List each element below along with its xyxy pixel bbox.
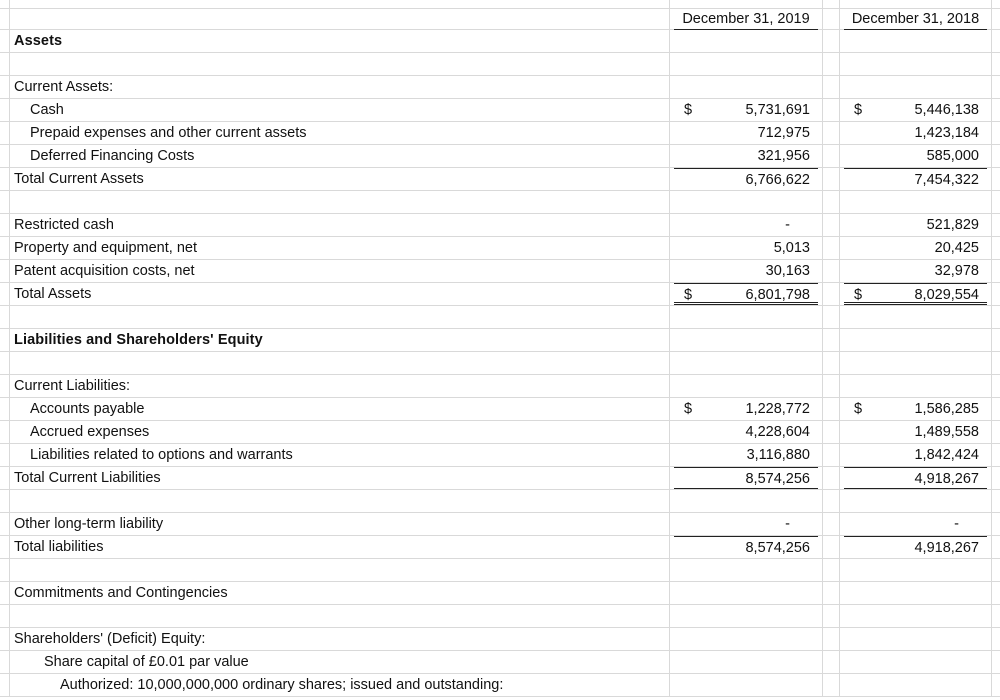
cell-border	[674, 283, 818, 305]
cell-border	[844, 536, 987, 558]
cell-value-2019[interactable]	[670, 145, 823, 167]
value-2019: 5,013	[773, 240, 810, 256]
cell-value-2018[interactable]	[840, 375, 992, 397]
currency-symbol: $	[684, 401, 693, 417]
row-label[interactable]: Property and equipment, net	[9, 237, 670, 259]
cell-margin	[992, 99, 1000, 121]
row-label[interactable]: Current Assets:	[9, 76, 670, 98]
cell-value-2018[interactable]	[840, 352, 992, 374]
table-row	[0, 444, 1000, 467]
cell-value-2018[interactable]	[840, 513, 992, 535]
cell-border	[674, 444, 818, 466]
value-2019: 712,975	[757, 125, 810, 141]
cell-margin	[992, 375, 1000, 397]
cell-value-2019[interactable]	[670, 306, 823, 328]
cell-spacer[interactable]	[823, 605, 840, 627]
cell-spacer[interactable]	[823, 76, 840, 98]
cell-border	[674, 582, 818, 604]
row-label[interactable]: Shareholders' (Deficit) Equity:	[9, 628, 670, 650]
table-row	[0, 30, 1000, 53]
cell-border	[844, 329, 987, 351]
cell-spacer[interactable]	[823, 582, 840, 604]
cell-border	[674, 628, 818, 650]
cell-value-2018[interactable]	[840, 536, 992, 558]
cell-spacer[interactable]	[823, 513, 840, 535]
cell-value-2018[interactable]	[840, 53, 992, 75]
cell-value-2019[interactable]	[670, 605, 823, 627]
cell-value-2019[interactable]	[670, 122, 823, 144]
row-label[interactable]: Total Current Assets	[9, 168, 670, 190]
cell-value-2018[interactable]	[840, 490, 992, 512]
cell-border	[674, 329, 818, 351]
value-2019: 8,574,256	[745, 471, 810, 487]
cell-value-2019[interactable]	[670, 375, 823, 397]
cell-border	[674, 375, 818, 397]
table-row	[0, 398, 1000, 421]
cell-value-2018[interactable]	[840, 283, 992, 305]
cell-margin	[992, 651, 1000, 673]
cell-border	[674, 145, 818, 167]
cell-border	[674, 76, 818, 98]
cell-value-2019[interactable]	[670, 214, 823, 236]
value-2018: 585,000	[926, 148, 979, 164]
cell-border	[844, 352, 987, 374]
cell-value-2019[interactable]	[670, 53, 823, 75]
cell-border	[844, 306, 987, 328]
cell-margin	[992, 467, 1000, 489]
table-row-blank	[0, 306, 1000, 329]
cell-value-2018[interactable]	[840, 421, 992, 443]
cell-value-2019[interactable]	[670, 237, 823, 259]
cell-border	[844, 145, 987, 167]
row-label[interactable]: Total liabilities	[9, 536, 670, 558]
table-row-blank	[0, 352, 1000, 375]
cell-value-2018[interactable]	[840, 191, 992, 213]
cell-border	[844, 283, 987, 305]
cell-border	[674, 513, 818, 535]
cell-spacer[interactable]	[823, 444, 840, 466]
cell-margin	[992, 513, 1000, 535]
cell-margin	[992, 352, 1000, 374]
cell-margin	[992, 9, 1000, 29]
cell-spacer[interactable]	[823, 168, 840, 190]
cell-value-2018[interactable]	[840, 30, 992, 52]
row-label[interactable]: Authorized: 10,000,000,000 ordinary shares; issued and outstanding:	[9, 674, 670, 696]
cell-spacer[interactable]	[823, 398, 840, 420]
value-2019: 6,801,798	[745, 287, 810, 303]
cell-margin	[992, 398, 1000, 420]
cell-spacer[interactable]	[823, 490, 840, 512]
cell-value-2019[interactable]	[670, 651, 823, 673]
cell-border	[674, 306, 818, 328]
cell-value-2018[interactable]	[840, 260, 992, 282]
cell-margin	[992, 76, 1000, 98]
section-heading[interactable]: Liabilities and Shareholders' Equity	[9, 329, 670, 351]
cell-margin	[992, 582, 1000, 604]
row-label[interactable]	[9, 605, 670, 627]
cell-border	[674, 467, 818, 489]
cell-border	[844, 674, 987, 696]
cell-spacer[interactable]	[823, 283, 840, 305]
header-row	[0, 9, 1000, 30]
cell-margin	[992, 214, 1000, 236]
cell-value-2018[interactable]	[840, 467, 992, 489]
cell-value-2019[interactable]	[670, 536, 823, 558]
table-row	[0, 76, 1000, 99]
cell-border	[844, 421, 987, 443]
cell-margin	[992, 559, 1000, 581]
cell-border	[674, 30, 818, 52]
table-row-blank	[0, 559, 1000, 582]
cell-label[interactable]	[9, 9, 670, 29]
cell-margin	[992, 260, 1000, 282]
cell-border	[674, 122, 818, 144]
row-label[interactable]: Commitments and Contingencies	[9, 582, 670, 604]
cell-border	[674, 53, 818, 75]
cell-spacer[interactable]	[823, 306, 840, 328]
cell-margin	[992, 30, 1000, 52]
cell-margin	[992, 490, 1000, 512]
cell-margin	[992, 191, 1000, 213]
cell-border	[844, 76, 987, 98]
cell-label[interactable]	[9, 0, 670, 8]
cell-value-2018[interactable]	[840, 99, 992, 121]
cell-2018[interactable]	[840, 0, 992, 8]
cell-spacer[interactable]	[823, 214, 840, 236]
cell-border	[844, 191, 987, 213]
cell-value-2018[interactable]	[840, 306, 992, 328]
cell-spacer[interactable]	[823, 559, 840, 581]
column-header-2018[interactable]	[840, 9, 992, 29]
cell-spacer[interactable]	[823, 53, 840, 75]
cell-spacer[interactable]	[823, 9, 840, 29]
table-row	[0, 536, 1000, 559]
cell-spacer[interactable]	[823, 122, 840, 144]
cell-border	[844, 214, 987, 236]
cell-spacer[interactable]	[823, 651, 840, 673]
cell-border	[674, 421, 818, 443]
cell-margin	[992, 0, 1000, 8]
value-2018: 521,829	[926, 217, 979, 233]
cell-value-2018[interactable]	[840, 168, 992, 190]
row-label[interactable]	[9, 490, 670, 512]
cell-value-2019[interactable]	[670, 421, 823, 443]
row-label[interactable]: Total Current Liabilities	[9, 467, 670, 489]
value-2018: 8,029,554	[914, 287, 979, 303]
table-row	[0, 122, 1000, 145]
value-2019: 1,228,772	[745, 401, 810, 417]
cell-value-2018[interactable]	[840, 214, 992, 236]
row-label[interactable]: Liabilities related to options and warrants	[9, 444, 670, 466]
cell-margin	[992, 421, 1000, 443]
cell-value-2019[interactable]	[670, 191, 823, 213]
cell-border	[844, 651, 987, 673]
cell-border	[674, 237, 818, 259]
row-label[interactable]: Accounts payable	[9, 398, 670, 420]
cell-value-2018[interactable]	[840, 674, 992, 696]
cell-border	[844, 605, 987, 627]
cell-value-2018[interactable]	[840, 605, 992, 627]
row-label[interactable]: Total Assets	[9, 283, 670, 305]
row-label[interactable]: Patent acquisition costs, net	[9, 260, 670, 282]
table-row	[0, 283, 1000, 306]
cell-border	[844, 467, 987, 489]
row-label[interactable]: Other long-term liability	[9, 513, 670, 535]
row-label[interactable]: Current Liabilities:	[9, 375, 670, 397]
cell-border	[674, 490, 818, 512]
table-row	[0, 99, 1000, 122]
value-2018: 1,489,558	[914, 424, 979, 440]
cell-margin	[992, 674, 1000, 696]
cell-spacer[interactable]	[823, 674, 840, 696]
row-label[interactable]: Accrued expenses	[9, 421, 670, 443]
cell-value-2019[interactable]	[670, 99, 823, 121]
row-label[interactable]	[9, 559, 670, 581]
cell-value-2018[interactable]	[840, 444, 992, 466]
row-label[interactable]: Deferred Financing Costs	[9, 145, 670, 167]
cell-border	[844, 168, 987, 190]
cell-margin	[992, 122, 1000, 144]
cell-spacer[interactable]	[823, 99, 840, 121]
value-2019: 6,766,622	[745, 172, 810, 188]
cell-margin	[992, 306, 1000, 328]
cell-value-2019[interactable]	[670, 628, 823, 650]
table-row	[0, 168, 1000, 191]
value-2019: -	[785, 516, 790, 532]
cell-border	[674, 398, 818, 420]
table-row	[0, 214, 1000, 237]
cell-value-2019[interactable]	[670, 444, 823, 466]
cell-border	[844, 582, 987, 604]
cell-border	[844, 490, 987, 512]
cell-value-2019[interactable]	[670, 559, 823, 581]
cell-margin	[992, 283, 1000, 305]
cell-margin	[992, 168, 1000, 190]
cell-border	[844, 30, 987, 52]
cell-spacer[interactable]	[823, 467, 840, 489]
cell-spacer[interactable]	[823, 628, 840, 650]
cell-value-2019[interactable]	[670, 30, 823, 52]
value-2018: 5,446,138	[914, 102, 979, 118]
currency-symbol: $	[854, 102, 863, 118]
cell-value-2019[interactable]	[670, 490, 823, 512]
cell-value-2019[interactable]	[670, 513, 823, 535]
cell-spacer[interactable]	[823, 536, 840, 558]
value-2018: -	[954, 516, 959, 532]
cell-margin	[992, 605, 1000, 627]
value-2019: -	[785, 217, 790, 233]
row-label[interactable]	[9, 352, 670, 374]
section-heading[interactable]: Assets	[9, 30, 670, 52]
value-2018: 1,842,424	[914, 447, 979, 463]
cell-margin	[992, 237, 1000, 259]
cell-border	[844, 444, 987, 466]
cell-value-2018[interactable]	[840, 145, 992, 167]
cell-spacer[interactable]	[823, 0, 840, 8]
value-2019: 3,116,880	[746, 447, 810, 463]
cell-border	[674, 260, 818, 282]
cell-margin	[992, 444, 1000, 466]
column-header-2019[interactable]	[670, 9, 823, 29]
cell-border	[674, 651, 818, 673]
cell-border	[674, 191, 818, 213]
cell-value-2018[interactable]	[840, 651, 992, 673]
table-row	[0, 329, 1000, 352]
cell-border	[844, 375, 987, 397]
row-label[interactable]: Restricted cash	[9, 214, 670, 236]
cell-value-2019[interactable]	[670, 467, 823, 489]
cell-spacer[interactable]	[823, 30, 840, 52]
value-2018: 20,425	[934, 240, 979, 256]
table-row	[0, 582, 1000, 605]
cell-spacer[interactable]	[823, 191, 840, 213]
table-row	[0, 145, 1000, 168]
table-row	[0, 237, 1000, 260]
cell-margin	[992, 536, 1000, 558]
value-2019: 321,956	[757, 148, 810, 164]
cell-value-2019[interactable]	[670, 168, 823, 190]
cell-border	[674, 352, 818, 374]
value-2018: 32,978	[934, 263, 979, 279]
value-2019: 30,163	[765, 263, 810, 279]
cell-value-2018[interactable]	[840, 122, 992, 144]
currency-symbol: $	[854, 401, 863, 417]
cell-border	[674, 168, 818, 190]
cell-spacer[interactable]	[823, 375, 840, 397]
cell-value-2018[interactable]	[840, 76, 992, 98]
cell-spacer[interactable]	[823, 421, 840, 443]
cell-border	[844, 628, 987, 650]
cell-border	[844, 237, 987, 259]
table-row	[0, 260, 1000, 283]
table-row	[0, 421, 1000, 444]
cell-value-2018[interactable]	[840, 628, 992, 650]
row-label[interactable]: Cash	[9, 99, 670, 121]
row-label[interactable]	[9, 191, 670, 213]
table-row-blank	[0, 490, 1000, 513]
cell-value-2019[interactable]	[670, 283, 823, 305]
cell-margin	[992, 145, 1000, 167]
value-2019: 4,228,604	[745, 424, 810, 440]
currency-symbol: $	[684, 287, 693, 303]
value-2019: 5,731,691	[745, 102, 810, 118]
value-2018: 7,454,322	[914, 172, 979, 188]
spreadsheet-row-top	[0, 0, 1000, 9]
cell-border	[844, 99, 987, 121]
cell-value-2019[interactable]	[670, 329, 823, 351]
cell-margin	[992, 329, 1000, 351]
currency-symbol: $	[684, 102, 693, 118]
value-2018: 1,586,285	[914, 401, 979, 417]
table-row	[0, 513, 1000, 536]
row-label[interactable]	[9, 306, 670, 328]
cell-value-2019[interactable]	[670, 352, 823, 374]
cell-border	[844, 398, 987, 420]
cell-border	[844, 260, 987, 282]
cell-border	[844, 53, 987, 75]
value-2019: 8,574,256	[745, 540, 810, 556]
cell-border	[844, 122, 987, 144]
table-row	[0, 375, 1000, 398]
cell-border	[674, 99, 818, 121]
table-body	[0, 30, 1000, 697]
cell-border	[844, 559, 987, 581]
column-header-2019-text: December 31, 2019	[682, 11, 810, 27]
cell-spacer[interactable]	[823, 260, 840, 282]
column-header-2018-text: December 31, 2018	[851, 11, 980, 27]
row-label[interactable]: Share capital of £0.01 par value	[9, 651, 670, 673]
table-row-blank	[0, 53, 1000, 76]
cell-value-2019[interactable]	[670, 76, 823, 98]
table-row	[0, 467, 1000, 490]
cell-2019[interactable]	[670, 0, 823, 8]
cell-value-2018[interactable]	[840, 398, 992, 420]
row-label[interactable]	[9, 53, 670, 75]
cell-value-2019[interactable]	[670, 260, 823, 282]
value-2018: 4,918,267	[914, 540, 979, 556]
cell-value-2019[interactable]	[670, 582, 823, 604]
cell-spacer[interactable]	[823, 352, 840, 374]
table-row	[0, 674, 1000, 697]
table-row-blank	[0, 605, 1000, 628]
value-2018: 1,423,184	[914, 125, 979, 141]
cell-spacer[interactable]	[823, 329, 840, 351]
cell-margin	[992, 628, 1000, 650]
cell-spacer[interactable]	[823, 237, 840, 259]
cell-margin	[992, 53, 1000, 75]
cell-value-2018[interactable]	[840, 329, 992, 351]
cell-value-2019[interactable]	[670, 398, 823, 420]
cell-border	[674, 605, 818, 627]
cell-value-2018[interactable]	[840, 582, 992, 604]
table-row	[0, 651, 1000, 674]
value-2018: 4,918,267	[914, 471, 979, 487]
row-label[interactable]: Prepaid expenses and other current assets	[9, 122, 670, 144]
table-row-blank	[0, 191, 1000, 214]
cell-spacer[interactable]	[823, 145, 840, 167]
cell-border	[674, 674, 818, 696]
cell-value-2019[interactable]	[670, 674, 823, 696]
currency-symbol: $	[854, 287, 863, 303]
cell-border	[844, 513, 987, 535]
cell-value-2018[interactable]	[840, 237, 992, 259]
cell-border	[674, 559, 818, 581]
table-row	[0, 628, 1000, 651]
cell-value-2018[interactable]	[840, 559, 992, 581]
cell-border	[674, 536, 818, 558]
cell-border	[674, 214, 818, 236]
